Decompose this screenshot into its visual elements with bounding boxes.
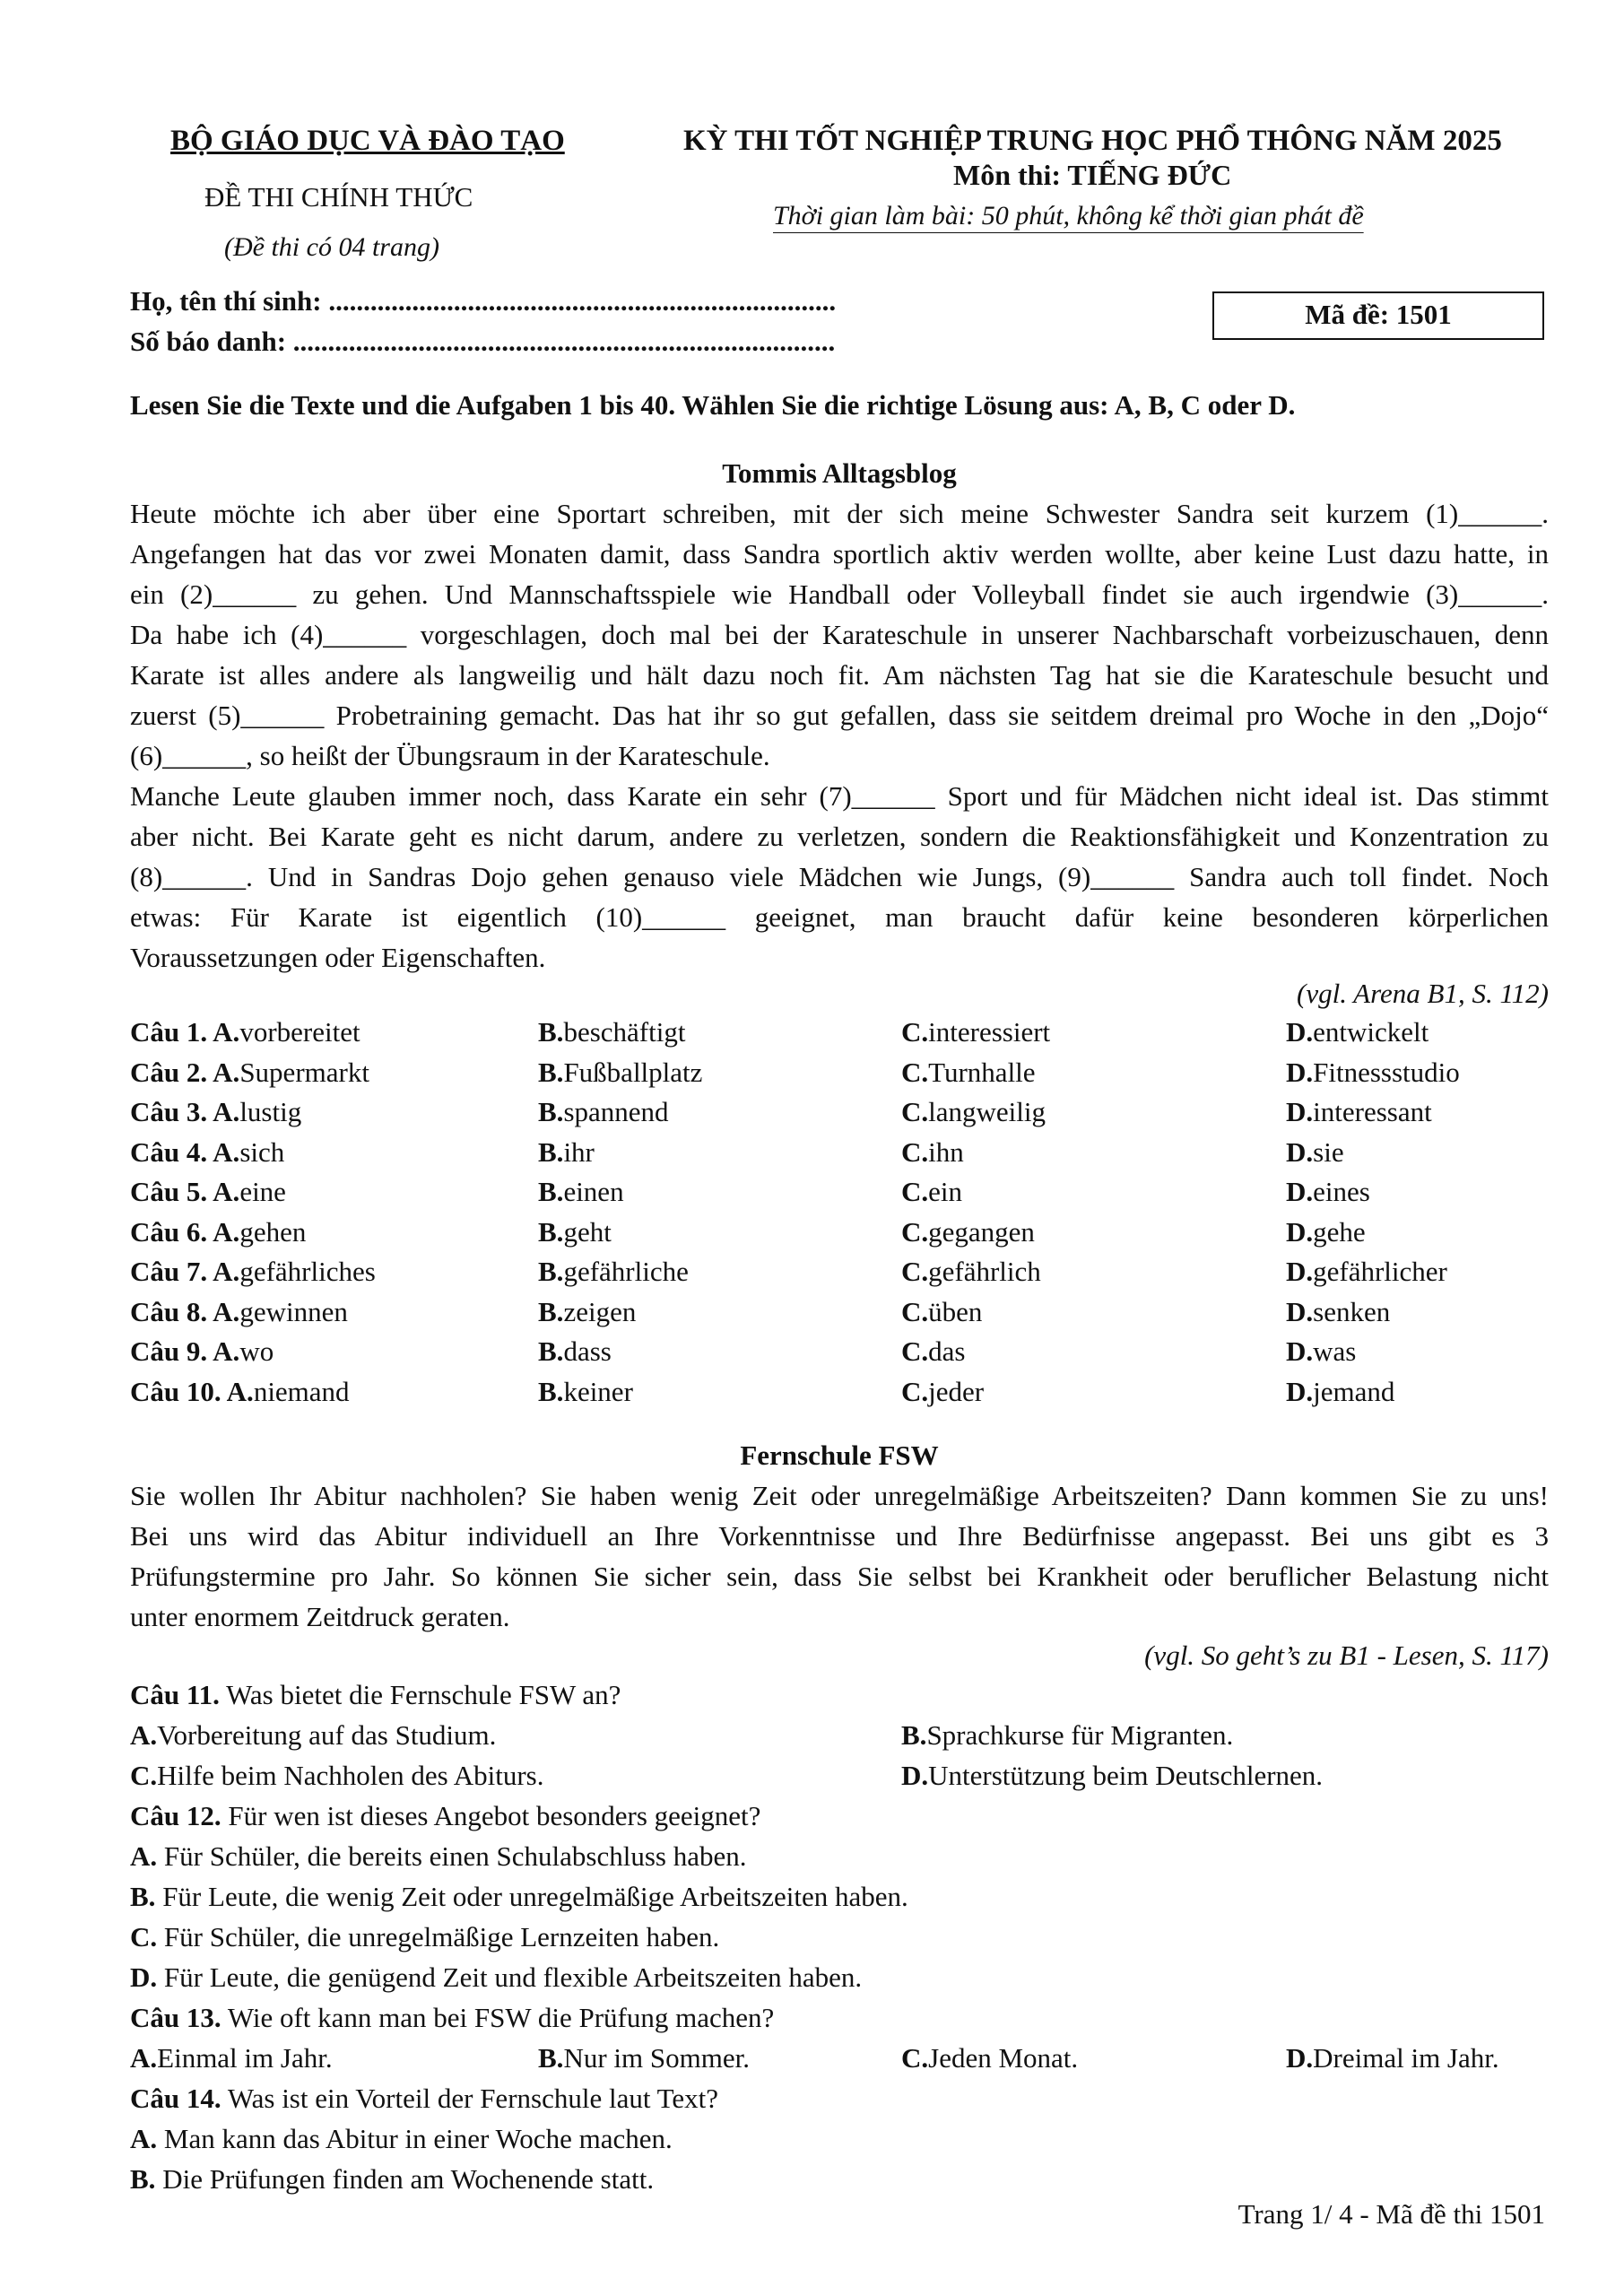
official-exam-label: ĐỀ THI CHÍNH THỨC	[204, 181, 473, 213]
paragraph-line: zuerst (5)______ Probetraining gemacht. Das hat ihr so gut gefallen, dass sie seitdem dreimal pro Woche in den „Dojo“	[130, 700, 1549, 731]
paragraph-line: unter enormem Zeitdruck geraten.	[130, 1601, 510, 1632]
text2-title: Fernschule FSW	[740, 1439, 939, 1471]
question-14	[130, 2078, 1549, 2118]
option-b[interactable]: B. dass	[538, 1335, 612, 1367]
q12-text: Für wen ist dieses Angebot besonders geeignet?	[228, 1800, 761, 1831]
q11-option-b[interactable]: B. Sprachkurse für Migranten.	[901, 1719, 1234, 1751]
q13-option-c[interactable]: C. Jeden Monat.	[901, 2042, 1079, 2074]
option-d[interactable]: D. jemand	[1286, 1375, 1395, 1407]
option-d[interactable]: D. gehe	[1286, 1215, 1366, 1248]
option-d[interactable]: D. Fitnessstudio	[1286, 1056, 1460, 1088]
instruction: Lesen Sie die Texte und die Aufgaben 1 bis 40. Wählen Sie die richtige Lösung aus: A, B, C oder D.	[130, 389, 1296, 421]
q13-options	[130, 2038, 1549, 2078]
option-a[interactable]: Câu 3. A. lustig	[130, 1096, 302, 1127]
q14-text: Was ist ein Vorteil der Fernschule laut Text?	[227, 2083, 719, 2114]
q13-option-b[interactable]: B. Nur im Sommer.	[538, 2042, 750, 2074]
question-row	[130, 1251, 1549, 1292]
exam-time: Thời gian làm bài: 50 phút, không kể thời gian phát đề	[773, 201, 1364, 230]
text1-title: Tommis Alltagsblog	[722, 457, 957, 489]
question-row	[130, 1052, 1549, 1092]
option-a[interactable]: Câu 10. A. niemand	[130, 1375, 350, 1407]
option-d[interactable]: D. sie	[1286, 1135, 1344, 1168]
question-row	[130, 1171, 1549, 1212]
q14-option-b[interactable]: B. Die Prüfungen finden am Wochenende statt.	[130, 2163, 655, 2195]
paragraph-line: ein (2)______ zu gehen. Und Mannschaftsspiele wie Handball oder Volleyball findet sie auch irgendwie (3)______.	[130, 578, 1549, 610]
question-row	[130, 1331, 1549, 1371]
option-a[interactable]: Câu 5. A. eine	[130, 1176, 286, 1207]
option-a[interactable]: Câu 2. A. Supermarkt	[130, 1056, 369, 1088]
paragraph-line: Voraussetzungen oder Eigenschaften.	[130, 942, 546, 973]
question-grid-1-10	[130, 1012, 1549, 1411]
q13-label: Câu 13.	[130, 2002, 221, 2033]
q12-option-b[interactable]: B. Für Leute, die wenig Zeit oder unregelmäßige Arbeitszeiten haben.	[130, 1881, 908, 1912]
page-count-note: (Đề thi có 04 trang)	[224, 232, 439, 262]
text1-body	[130, 493, 1549, 978]
option-d[interactable]: D. interessant	[1286, 1096, 1432, 1127]
option-d[interactable]: D. entwickelt	[1286, 1016, 1429, 1048]
paragraph-line: etwas: Für Karate ist eigentlich (10)______ geeignet, man braucht dafür keine besonderen körperlichen	[130, 901, 1549, 933]
option-d[interactable]: D. eines	[1286, 1176, 1370, 1207]
option-b[interactable]: B. geht	[538, 1215, 612, 1248]
option-d[interactable]: D. senken	[1286, 1295, 1391, 1327]
question-row	[130, 1292, 1549, 1332]
text1-source: (vgl. Arena B1, S. 112)	[1297, 978, 1549, 1009]
option-b[interactable]: B. ihr	[538, 1135, 595, 1168]
option-c[interactable]: C. ihn	[901, 1135, 964, 1168]
option-a[interactable]: Câu 4. A. sich	[130, 1135, 285, 1168]
option-c[interactable]: C. gefährlich	[901, 1256, 1041, 1287]
exam-code-box: Mã đề: 1501	[1212, 291, 1544, 340]
exam-title: KỲ THI TỐT NGHIỆP TRUNG HỌC PHỔ THÔNG NĂM 2025	[683, 125, 1502, 157]
question-13	[130, 1997, 1549, 2038]
option-a[interactable]: Câu 6. A. gehen	[130, 1215, 307, 1248]
question-row	[130, 1132, 1549, 1172]
text2-source: (vgl. So geht’s zu B1 - Lesen, S. 117)	[1144, 1639, 1549, 1671]
option-d[interactable]: D. gefährlicher	[1286, 1256, 1447, 1287]
option-c[interactable]: C. jeder	[901, 1375, 985, 1407]
option-d[interactable]: D. was	[1286, 1335, 1357, 1367]
option-c[interactable]: C. das	[901, 1335, 966, 1367]
paragraph-line: Angefangen hat das vor zwei Monaten damit, dass Sandra sportlich aktiv werden wollte, aber keine Lust dazu hatte, in	[130, 538, 1549, 570]
option-b[interactable]: B. gefährliche	[538, 1256, 689, 1287]
option-b[interactable]: B. einen	[538, 1176, 624, 1207]
q14-label: Câu 14.	[130, 2083, 221, 2114]
paragraph-line: Manche Leute glauben immer noch, dass Karate ein sehr (7)______ Sport und für Mädchen nicht ideal ist. Das stimmt	[130, 780, 1549, 812]
paragraph-line: Bei uns wird das Abitur individuell an Ihre Vorkenntnisse und Ihre Bedürfnisse angepasst. Bei uns gibt es 3	[130, 1520, 1549, 1552]
paragraph-line: aber nicht. Bei Karate geht es nicht darum, andere zu verletzen, sondern die Reaktionsfähigkeit und Konzentration zu	[130, 821, 1549, 852]
q11-label: Câu 11.	[130, 1679, 220, 1710]
paragraph-line: Sie wollen Ihr Abitur nachholen? Sie haben wenig Zeit oder unregelmäßige Arbeitszeiten? Dann kommen Sie zu uns!	[130, 1480, 1549, 1511]
q12-option-c[interactable]: C. Für Schüler, die unregelmäßige Lernzeiten haben.	[130, 1921, 720, 1952]
q11-text: Was bietet die Fernschule FSW an?	[226, 1679, 621, 1710]
paragraph-line: Karate ist alles andere als langweilig und hält dazu noch fit. Am nächsten Tag hat sie die Karateschule besucht und	[130, 659, 1549, 691]
question-row	[130, 1371, 1549, 1412]
option-c[interactable]: C. üben	[901, 1295, 983, 1327]
q11-option-d[interactable]: D. Unterstützung beim Deutschlernen.	[901, 1760, 1324, 1791]
text2-body	[130, 1475, 1549, 1637]
q11-option-c[interactable]: C. Hilfe beim Nachholen des Abiturs.	[130, 1760, 544, 1791]
q11-options-row2	[130, 1755, 1549, 1796]
option-a[interactable]: Câu 7. A. gefährliches	[130, 1256, 376, 1287]
exam-subject: Môn thi: TIẾNG ĐỨC	[953, 159, 1232, 191]
ministry-name: BỘ GIÁO DỤC VÀ ĐÀO TẠO	[170, 125, 565, 157]
option-a[interactable]: Câu 8. A. gewinnen	[130, 1295, 348, 1327]
q13-option-d[interactable]: D. Dreimal im Jahr.	[1286, 2042, 1499, 2074]
option-b[interactable]: B. zeigen	[538, 1295, 637, 1327]
option-b[interactable]: B. Fußballplatz	[538, 1056, 703, 1088]
q14-option-a[interactable]: A. Man kann das Abitur in einer Woche machen.	[130, 2123, 673, 2154]
paragraph-line: Da habe ich (4)______ vorgeschlagen, doch mal bei der Karateschule in unserer Nachbarschaft vorbeizuschauen, denn	[130, 619, 1549, 650]
question-12	[130, 1796, 1549, 1836]
option-b[interactable]: B. spannend	[538, 1096, 669, 1127]
q13-option-a[interactable]: A. Einmal im Jahr.	[130, 2042, 333, 2074]
question-row	[130, 1091, 1549, 1132]
paragraph-line: Heute möchte ich aber über eine Sportart schreiben, mit der sich meine Schwester Sandra seit kurzem (1)______.	[130, 498, 1549, 529]
option-c[interactable]: C. gegangen	[901, 1215, 1035, 1248]
q12-option-d[interactable]: D. Für Leute, die genügend Zeit und flexible Arbeitszeiten haben.	[130, 1961, 863, 1993]
option-c[interactable]: C. Turnhalle	[901, 1056, 1036, 1088]
q11-options-row1	[130, 1715, 1549, 1755]
questions-11-14	[130, 1674, 1549, 2199]
paragraph-line: (6)______, so heißt der Übungsraum in der Karateschule.	[130, 740, 770, 771]
candidate-id-field: Số báo danh: ..............................................................................	[130, 326, 836, 357]
option-c[interactable]: C. langweilig	[901, 1096, 1046, 1127]
q11-option-a[interactable]: A. Vorbereitung auf das Studium.	[130, 1719, 497, 1751]
candidate-name-field: Họ, tên thí sinh: .........................................................................	[130, 285, 837, 317]
option-c[interactable]: C. interessiert	[901, 1016, 1051, 1048]
option-b[interactable]: B. keiner	[538, 1375, 633, 1407]
option-c[interactable]: C. ein	[901, 1176, 963, 1207]
q12-label: Câu 12.	[130, 1800, 221, 1831]
paragraph-line: Prüfungstermine pro Jahr. So können Sie sicher sein, dass Sie selbst bei Krankheit oder beruflicher Belastung nicht	[130, 1561, 1549, 1592]
question-11	[130, 1674, 1549, 1715]
paragraph-line: (8)______. Und in Sandras Dojo gehen genauso viele Mädchen wie Jungs, (9)______ Sandra auch toll findet. Noch	[130, 861, 1549, 892]
q12-option-a[interactable]: A. Für Schüler, die bereits einen Schulabschluss haben.	[130, 1840, 747, 1872]
page-footer: Trang 1/ 4 - Mã đề thi 1501	[1238, 2198, 1545, 2230]
option-a[interactable]: Câu 1. A. vorbereitet	[130, 1016, 360, 1048]
question-row	[130, 1212, 1549, 1252]
q13-text: Wie oft kann man bei FSW die Prüfung machen?	[227, 2002, 775, 2033]
option-a[interactable]: Câu 9. A. wo	[130, 1335, 274, 1367]
option-b[interactable]: B. beschäftigt	[538, 1016, 686, 1048]
question-row	[130, 1012, 1549, 1052]
